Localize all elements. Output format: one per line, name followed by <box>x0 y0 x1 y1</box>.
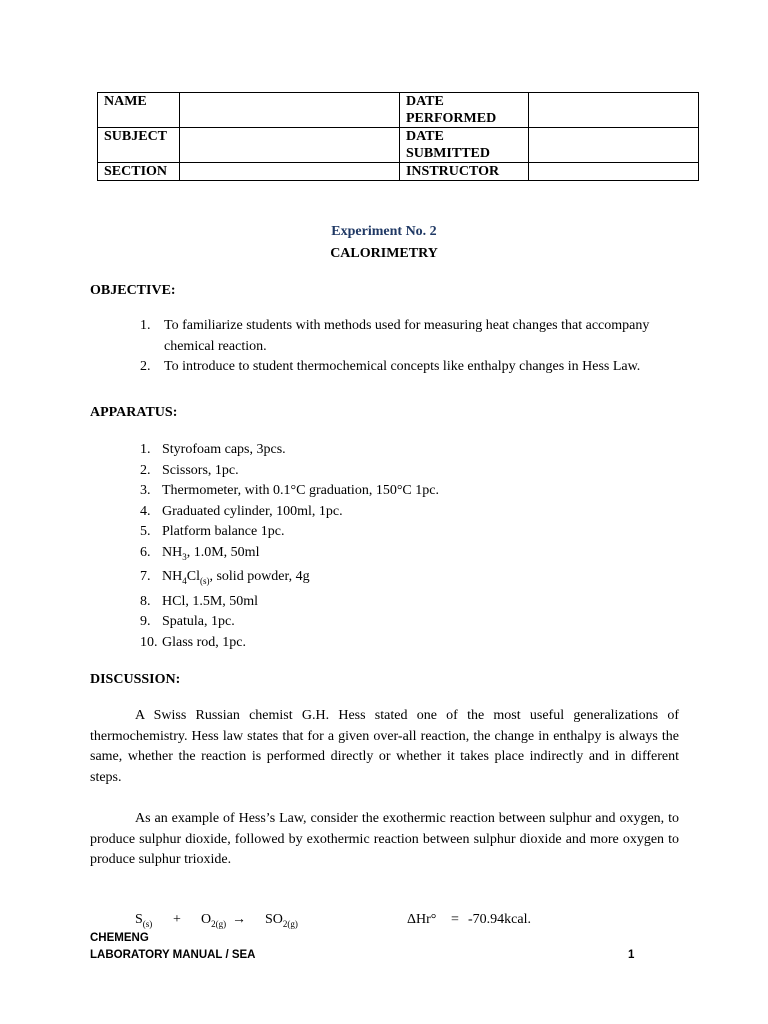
oxygen-term <box>201 912 226 929</box>
apparatus-list <box>140 440 685 654</box>
sulphur-dioxide-term <box>265 912 298 929</box>
footer-department: CHEMENG <box>90 932 149 944</box>
list-item-text: Graduated cylinder, 100ml, 1pc. <box>162 503 343 519</box>
list-item <box>140 543 685 567</box>
list-item-text: Scissors, 1pc. <box>162 462 239 478</box>
discussion-heading: DISCUSSION: <box>90 672 181 687</box>
list-item-number: 1. <box>140 442 151 457</box>
formula-subscript: (s) <box>199 576 210 587</box>
name-label: NAME <box>98 93 180 128</box>
list-item <box>140 612 685 633</box>
formula-subscript: (s) <box>142 918 153 929</box>
formula-text <box>162 545 259 560</box>
instructor-field <box>528 163 698 181</box>
instructor-label: INSTRUCTOR <box>399 163 528 181</box>
list-item <box>140 461 685 482</box>
list-item-number: 7. <box>140 569 151 585</box>
subject-label: SUBJECT <box>98 128 180 163</box>
list-item-number: 4. <box>140 503 151 519</box>
discussion-paragraph-2: As an example of Hess’s Law, consider the exothermic reaction between sulphur and oxygen, to produce sulphur dioxide, followed by exothermic reaction between sulphur dioxide and more oxygen to produce sulphur trioxide. <box>90 811 679 868</box>
list-item <box>140 357 685 378</box>
list-item <box>140 316 685 357</box>
list-item <box>140 592 685 613</box>
list-item-number: 5. <box>140 524 151 540</box>
formula-part: NH <box>162 544 183 560</box>
table-row <box>98 163 699 181</box>
table-row <box>98 128 699 163</box>
reaction-arrow: → <box>232 912 246 927</box>
list-item-text: To familiarize students with methods used for measuring heat changes that accompany chemical reaction. <box>164 318 650 354</box>
section-field <box>179 163 399 181</box>
list-item <box>140 440 685 461</box>
list-item-number: 6. <box>140 544 151 560</box>
formula-part: SO <box>265 912 283 927</box>
list-item-text: Thermometer, with 0.1°C graduation, 150°C 1pc. <box>162 483 439 499</box>
formula-part: Cl <box>186 569 200 585</box>
formula-part: , 1.0M, 50ml <box>186 544 260 560</box>
date-performed-label: DATE PERFORMED <box>399 93 528 128</box>
formula-part: O <box>201 912 212 927</box>
list-item <box>140 633 685 654</box>
student-info-table <box>97 92 699 181</box>
list-item-text: HCl, 1.5M, 50ml <box>162 593 259 609</box>
enthalpy-value: -70.94kcal. <box>468 912 531 927</box>
list-item-number: 2. <box>140 359 151 374</box>
name-field <box>179 93 399 128</box>
plus-sign: + <box>173 912 181 927</box>
experiment-title: CALORIMETRY <box>330 246 438 261</box>
list-item-text: Styrofoam caps, 3pcs. <box>162 442 286 457</box>
table-row <box>98 93 699 128</box>
formula-subscript: 4 <box>182 576 187 587</box>
page-number: 1 <box>628 949 635 961</box>
enthalpy-label: ΔHr° <box>407 912 437 927</box>
list-item <box>140 502 685 523</box>
formula-part: S <box>135 912 143 927</box>
list-item <box>140 522 685 543</box>
formula-text <box>162 569 310 587</box>
objective-list <box>140 316 685 378</box>
formula-subscript: 3 <box>182 551 187 562</box>
list-item-number: 2. <box>140 462 151 478</box>
date-performed-field <box>528 93 698 128</box>
subject-field <box>179 128 399 163</box>
list-item-number: 3. <box>140 483 151 499</box>
list-item-number: 1. <box>140 318 151 333</box>
formula-part: NH <box>162 569 183 585</box>
apparatus-heading: APPARATUS: <box>90 405 178 420</box>
experiment-number: Experiment No. 2 <box>331 224 437 239</box>
list-item-number: 9. <box>140 614 151 630</box>
list-item-number: 8. <box>140 593 151 609</box>
objective-heading: OBJECTIVE: <box>90 283 176 298</box>
formula-subscript: 2(g) <box>211 918 227 929</box>
section-label: SECTION <box>98 163 180 181</box>
discussion-paragraph-1: A Swiss Russian chemist G.H. Hess stated one of the most useful generalizations of thermochemistry. Hess law states that for a given over-all reaction, the change in enthalpy is always the same, whether the reaction is performed directly or whether it takes place indirectly and in different steps. <box>90 708 679 785</box>
list-item-text: Glass rod, 1pc. <box>162 634 246 650</box>
list-item <box>140 567 685 591</box>
footer-manual-title: LABORATORY MANUAL / SEA <box>90 949 256 961</box>
list-item-number: 10. <box>140 634 158 650</box>
sulphur-term <box>135 912 152 929</box>
equals-sign: = <box>451 912 459 927</box>
list-item-text: Spatula, 1pc. <box>162 614 235 630</box>
date-submitted-label: DATE SUBMITTED <box>399 128 528 163</box>
list-item-text: Platform balance 1pc. <box>162 524 285 540</box>
list-item <box>140 481 685 502</box>
formula-part: , solid powder, 4g <box>209 569 310 585</box>
date-submitted-field <box>528 128 698 163</box>
list-item-text: To introduce to student thermochemical concepts like enthalpy changes in Hess Law. <box>164 359 641 374</box>
formula-subscript: 2(g) <box>282 918 298 929</box>
